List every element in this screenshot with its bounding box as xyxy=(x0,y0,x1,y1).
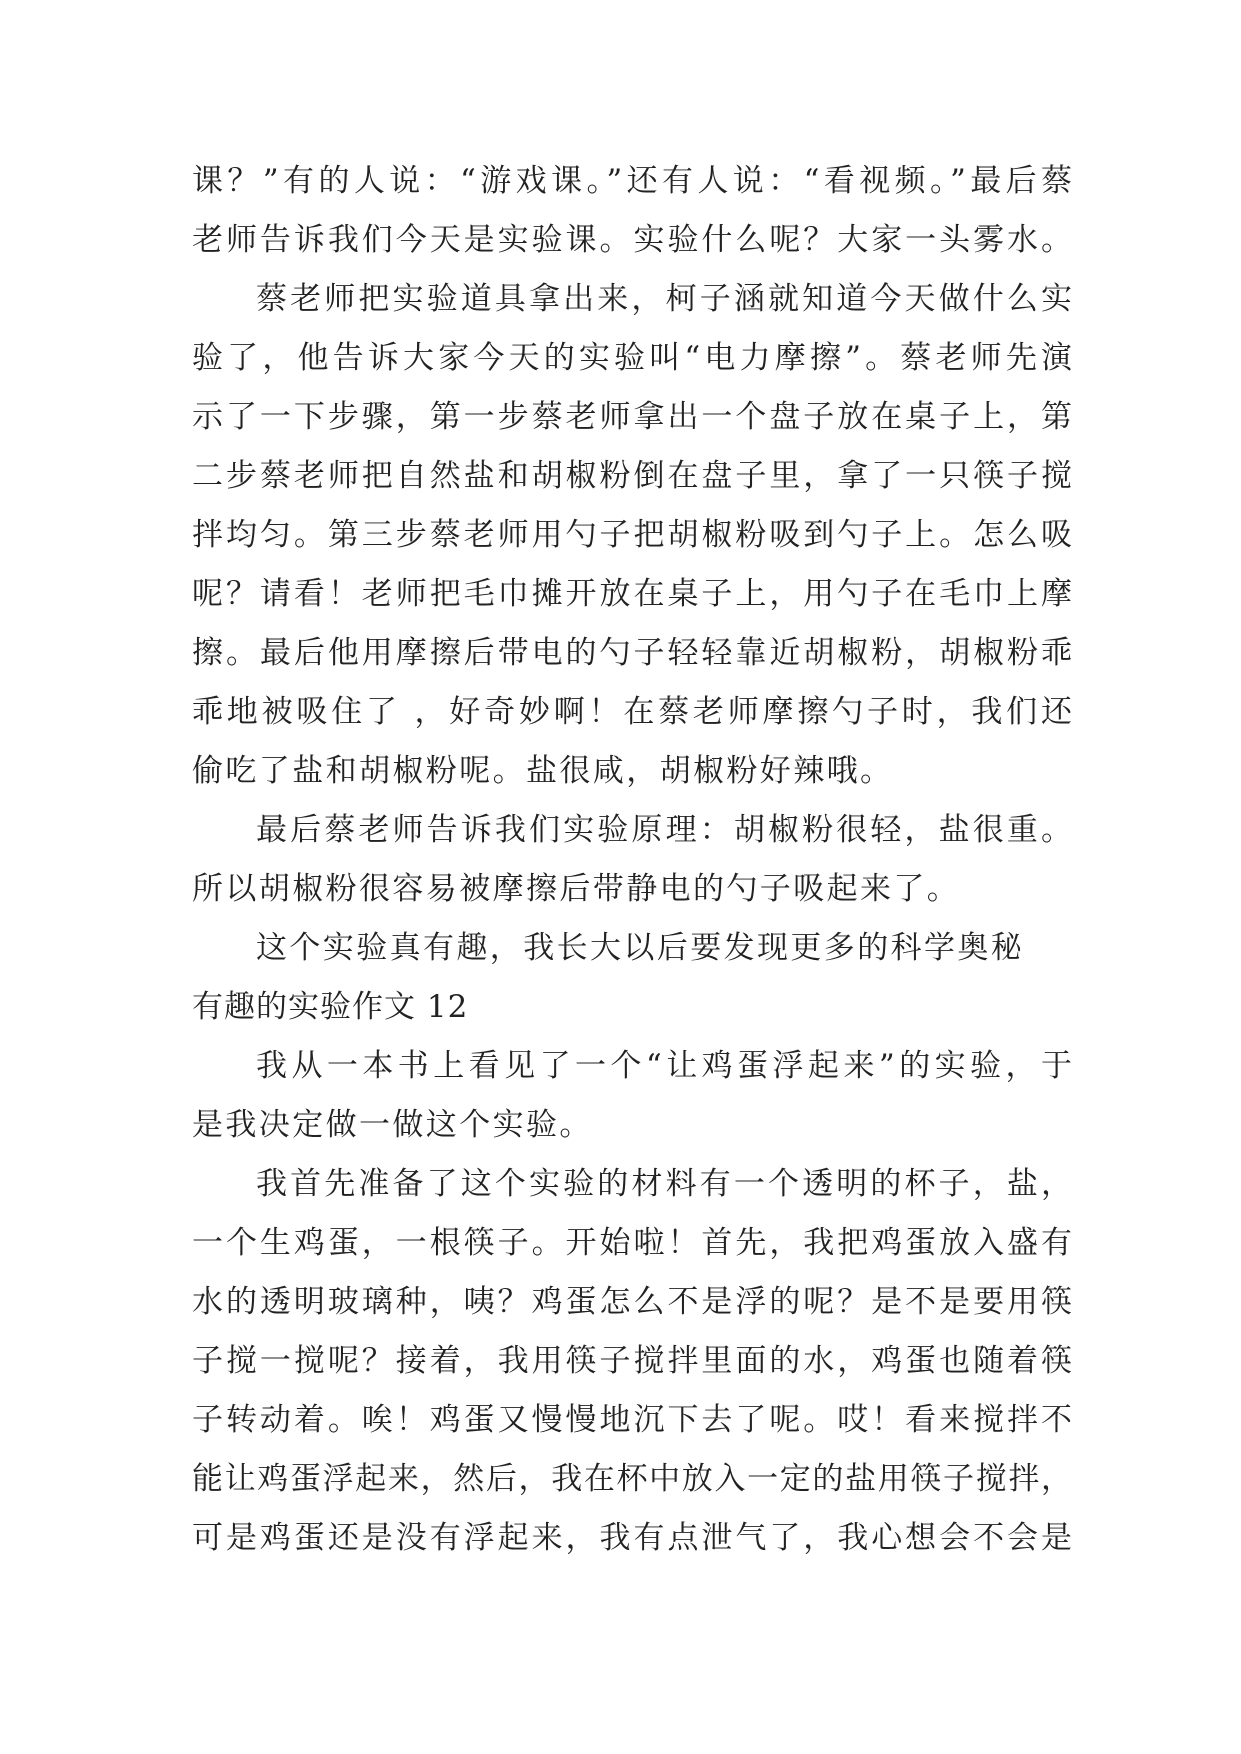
text-line: 可是鸡蛋还是没有浮起来，我有点泄气了，我心想会不会是 xyxy=(192,1520,1072,1556)
paragraph-start-line: 蔡老师把实验道具拿出来，柯子涵就知道今天做什么实 xyxy=(256,281,1072,317)
paragraph-end-line: 是我决定做一做这个实验。 xyxy=(192,1107,593,1143)
paragraph-line: 这个实验真有趣，我长大以后要发现更多的科学奥秘 xyxy=(256,930,1025,966)
text-line: 子转动着。唉！鸡蛋又慢慢地沉下去了呢。哎！看来搅拌不 xyxy=(192,1402,1072,1438)
text-line: 水的透明玻璃种，咦？鸡蛋怎么不是浮的呢？是不是要用筷 xyxy=(192,1284,1072,1320)
paragraph-end-line: 所以胡椒粉很容易被摩擦后带静电的勺子吸起来了。 xyxy=(192,871,961,907)
text-line: 能让鸡蛋浮起来，然后，我在杯中放入一定的盐用筷子搅拌， xyxy=(192,1461,1072,1497)
text-line: 擦。最后他用摩擦后带电的勺子轻轻靠近胡椒粉，胡椒粉乖 xyxy=(192,635,1072,671)
text-line: 一个生鸡蛋，一根筷子。开始啦！首先，我把鸡蛋放入盛有 xyxy=(192,1225,1072,1261)
text-line: 验了，他告诉大家今天的实验叫“电力摩擦”。蔡老师先演 xyxy=(192,340,1072,376)
paragraph-start-line: 最后蔡老师告诉我们实验原理：胡椒粉很轻，盐很重。 xyxy=(256,812,1072,848)
essay-text xyxy=(192,152,1072,1568)
text-line: 老师告诉我们今天是实验课。实验什么呢？大家一头雾水。 xyxy=(192,222,1072,258)
text-line: 示了一下步骤，第一步蔡老师拿出一个盘子放在桌子上，第 xyxy=(192,399,1072,435)
text-line: 课？”有的人说：“游戏课。”还有人说：“看视频。”最后蔡 xyxy=(192,163,1072,199)
text-line: 呢？请看！老师把毛巾摊开放在桌子上，用勺子在毛巾上摩 xyxy=(192,576,1072,612)
text-line: 乖地被吸住了 ，好奇妙啊！在蔡老师摩擦勺子时，我们还 xyxy=(192,694,1072,730)
paragraph-start-line: 我首先准备了这个实验的材料有一个透明的杯子，盐， xyxy=(256,1166,1072,1202)
text-line: 二步蔡老师把自然盐和胡椒粉倒在盘子里，拿了一只筷子搅 xyxy=(192,458,1072,494)
text-line: 子搅一搅呢？接着，我用筷子搅拌里面的水，鸡蛋也随着筷 xyxy=(192,1343,1072,1379)
essay-title: 有趣的实验作文 12 xyxy=(192,989,469,1025)
text-line: 拌均匀。第三步蔡老师用勺子把胡椒粉吸到勺子上。怎么吸 xyxy=(192,517,1072,553)
paragraph-end-line: 偷吃了盐和胡椒粉呢。盐很咸，胡椒粉好辣哦。 xyxy=(192,753,894,789)
paragraph-start-line: 我从一本书上看见了一个“让鸡蛋浮起来”的实验，于 xyxy=(256,1048,1072,1084)
